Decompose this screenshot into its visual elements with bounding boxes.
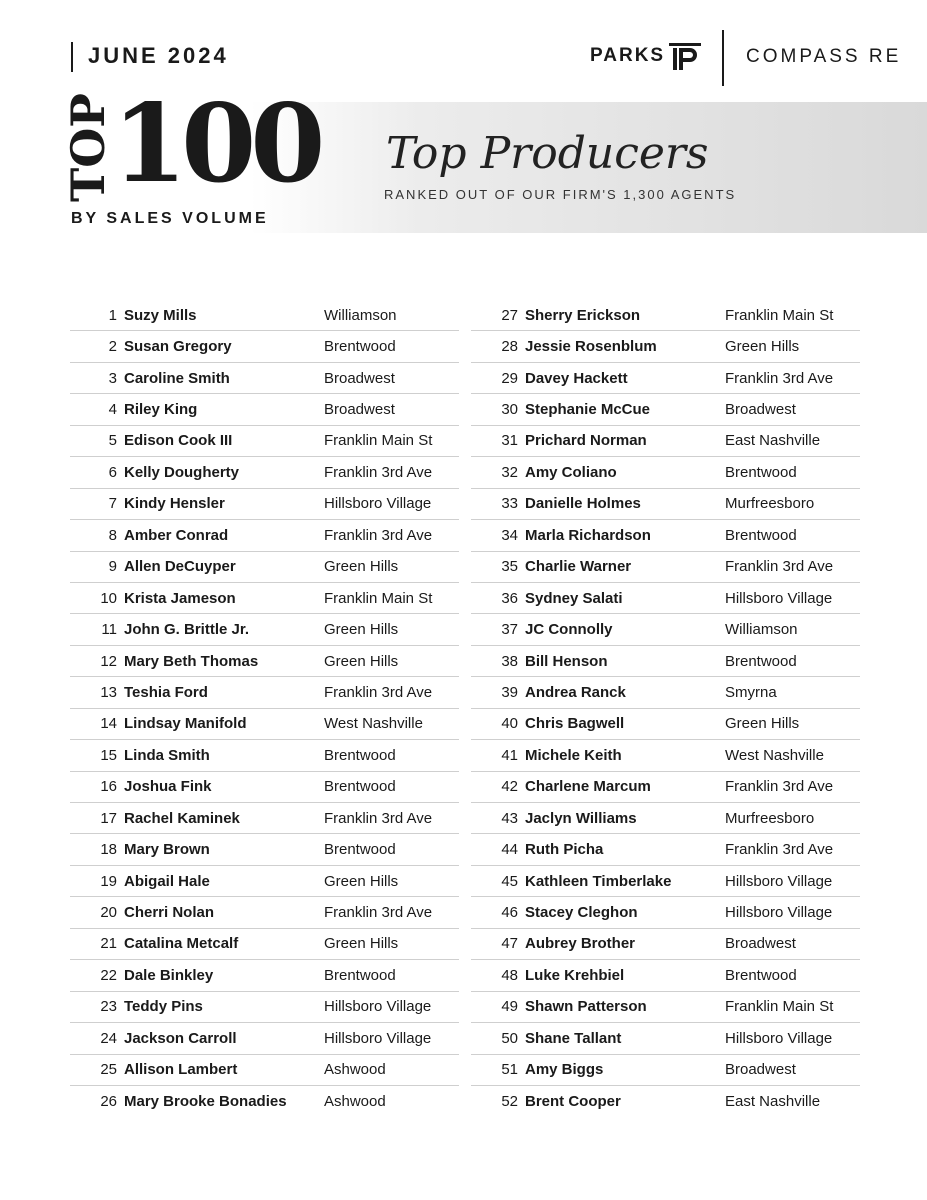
agent-name: John G. Brittle Jr. xyxy=(124,621,250,639)
ranking-row xyxy=(70,552,459,583)
office-name: Franklin 3rd Ave xyxy=(725,558,834,576)
ranking-row xyxy=(70,520,459,551)
rank-number: 26 xyxy=(100,1092,117,1110)
agent-name: Sydney Salati xyxy=(525,589,623,607)
office-name: Franklin Main St xyxy=(725,306,834,324)
rank-number: 44 xyxy=(501,841,518,859)
agent-name: Shawn Patterson xyxy=(525,998,647,1016)
ranking-row xyxy=(70,709,459,740)
agent-name: Prichard Norman xyxy=(525,432,647,450)
agent-name: Rachel Kaminek xyxy=(124,809,240,827)
agent-name: Allen DeCuyper xyxy=(124,558,236,576)
ranking-row xyxy=(70,740,459,771)
ranking-column-left xyxy=(70,300,459,1116)
ranking-row xyxy=(70,646,459,677)
ranking-row xyxy=(70,426,459,457)
agent-name: Chris Bagwell xyxy=(525,715,625,733)
ranking-row xyxy=(471,772,860,803)
rank-number: 47 xyxy=(501,935,518,953)
ranking-row xyxy=(70,929,459,960)
office-name: Green Hills xyxy=(324,558,399,576)
office-name: Franklin 3rd Ave xyxy=(324,526,433,544)
ranking-row xyxy=(70,803,459,834)
office-name: Broadwest xyxy=(324,369,395,387)
office-name: Green Hills xyxy=(324,621,399,639)
ranking-row xyxy=(471,646,860,677)
parks-logo-icon xyxy=(669,43,701,70)
ranking-row xyxy=(471,614,860,645)
office-name: Murfreesboro xyxy=(725,495,815,513)
ranking-row xyxy=(471,489,860,520)
office-name: West Nashville xyxy=(324,715,423,733)
agent-name: Riley King xyxy=(124,401,198,419)
ranking-row xyxy=(70,677,459,708)
office-name: Broadwest xyxy=(725,401,796,419)
office-name: Franklin Main St xyxy=(725,998,834,1016)
ranking-row xyxy=(471,520,860,551)
office-name: Broadwest xyxy=(725,935,796,953)
rank-number: 45 xyxy=(501,872,518,890)
agent-name: Charlene Marcum xyxy=(525,778,651,796)
ranking-row xyxy=(70,834,459,865)
office-name: West Nashville xyxy=(725,746,824,764)
office-name: Green Hills xyxy=(324,652,399,670)
office-name: Brentwood xyxy=(324,746,396,764)
ranking-column-right xyxy=(471,300,860,1116)
ranking-row xyxy=(471,897,860,928)
rank-number: 25 xyxy=(100,1061,117,1079)
rank-number: 13 xyxy=(100,683,117,701)
rank-number: 42 xyxy=(501,778,518,796)
office-name: Murfreesboro xyxy=(725,809,815,827)
rank-number: 27 xyxy=(501,306,518,324)
by-sales-volume-label: BY SALES VOLUME xyxy=(71,210,269,227)
agent-name: Allison Lambert xyxy=(124,1061,238,1079)
ranking-row xyxy=(70,960,459,991)
rank-number: 20 xyxy=(100,904,117,922)
ranking-row xyxy=(471,740,860,771)
agent-name: Luke Krehbiel xyxy=(525,966,625,984)
ranking-row xyxy=(471,583,860,614)
agent-name: Mary Beth Thomas xyxy=(124,652,259,670)
agent-name: Joshua Fink xyxy=(124,778,212,796)
rank-number: 14 xyxy=(100,715,117,733)
office-name: Franklin 3rd Ave xyxy=(324,463,433,481)
office-name: Williamson xyxy=(324,306,397,324)
office-name: Franklin Main St xyxy=(324,589,433,607)
ranking-row xyxy=(471,834,860,865)
office-name: Brentwood xyxy=(725,652,797,670)
rank-number: 12 xyxy=(100,652,117,670)
rank-number: 40 xyxy=(501,715,518,733)
rank-number: 49 xyxy=(501,998,518,1016)
ranking-row xyxy=(471,1086,860,1116)
office-name: Green Hills xyxy=(324,872,399,890)
ranking-row xyxy=(471,866,860,897)
rank-number: 22 xyxy=(100,966,117,984)
agent-name: Caroline Smith xyxy=(124,369,230,387)
ranking-row xyxy=(70,583,459,614)
ranking-row xyxy=(471,1055,860,1086)
agent-name: Aubrey Brother xyxy=(525,935,636,953)
header-rule xyxy=(71,42,73,72)
agent-name: Amy Biggs xyxy=(525,1061,604,1079)
office-name: Franklin 3rd Ave xyxy=(725,778,834,796)
rank-number: 37 xyxy=(501,621,518,639)
office-name: Franklin 3rd Ave xyxy=(725,369,834,387)
office-name: Green Hills xyxy=(725,715,800,733)
agent-name: Jaclyn Williams xyxy=(525,809,637,827)
rank-number: 3 xyxy=(108,369,117,387)
rank-number: 11 xyxy=(101,621,117,639)
rank-number: 32 xyxy=(501,463,518,481)
office-name: Brentwood xyxy=(324,338,396,356)
agent-name: Stephanie McCue xyxy=(525,401,651,419)
rank-number: 39 xyxy=(501,683,518,701)
compass-brand-name: COMPASS RE xyxy=(746,46,902,67)
ranking-row xyxy=(70,992,459,1023)
agent-name: Kathleen Timberlake xyxy=(525,872,672,890)
ranking-row xyxy=(70,457,459,488)
ranking-row xyxy=(70,300,459,331)
ranking-row xyxy=(70,489,459,520)
ranking-row xyxy=(70,897,459,928)
rank-number: 50 xyxy=(501,1029,518,1047)
ranking-row xyxy=(471,677,860,708)
agent-name: Kindy Hensler xyxy=(124,495,225,513)
rank-number: 18 xyxy=(100,841,117,859)
office-name: Hillsboro Village xyxy=(725,589,833,607)
rank-number: 15 xyxy=(100,746,117,764)
rank-number: 43 xyxy=(501,809,518,827)
svg-text:TOP: TOP xyxy=(61,93,115,202)
office-name: Brentwood xyxy=(725,463,797,481)
agent-name: Charlie Warner xyxy=(525,558,632,576)
ranking-row xyxy=(471,1023,860,1054)
rank-number: 51 xyxy=(501,1061,518,1079)
office-name: Hillsboro Village xyxy=(725,904,833,922)
agent-name: Michele Keith xyxy=(525,746,622,764)
rank-number: 38 xyxy=(501,652,518,670)
rank-number: 16 xyxy=(100,778,117,796)
ranking-row xyxy=(471,394,860,425)
office-name: Brentwood xyxy=(324,966,396,984)
ranking-row xyxy=(70,1055,459,1086)
agent-name: Catalina Metcalf xyxy=(124,935,239,953)
rank-number: 5 xyxy=(108,432,117,450)
rank-number: 31 xyxy=(501,432,518,450)
rank-number: 28 xyxy=(501,338,518,356)
agent-name: Sherry Erickson xyxy=(525,306,641,324)
rank-number: 30 xyxy=(501,401,518,419)
agent-name: Jessie Rosenblum xyxy=(525,338,657,356)
ranking-row xyxy=(471,363,860,394)
agent-name: Danielle Holmes xyxy=(525,495,641,513)
ranking-row xyxy=(471,960,860,991)
ranking-row xyxy=(471,457,860,488)
office-name: East Nashville xyxy=(725,1092,821,1110)
rank-number: 10 xyxy=(100,589,117,607)
agent-name: Edison Cook III xyxy=(124,432,233,450)
ranking-row xyxy=(70,1023,459,1054)
rank-number: 35 xyxy=(501,558,518,576)
agent-name: Teddy Pins xyxy=(124,998,203,1016)
rank-number: 34 xyxy=(501,526,518,544)
ranking-row xyxy=(471,426,860,457)
rank-number: 52 xyxy=(501,1092,518,1110)
ranking-row xyxy=(471,992,860,1023)
office-name: Hillsboro Village xyxy=(324,1029,432,1047)
rank-number: 46 xyxy=(501,904,518,922)
rank-number: 19 xyxy=(100,872,117,890)
office-name: Brentwood xyxy=(725,966,797,984)
ranking-row xyxy=(471,709,860,740)
agent-name: Linda Smith xyxy=(124,746,210,764)
agent-name: Ruth Picha xyxy=(525,841,604,859)
rank-number: 23 xyxy=(100,998,117,1016)
agent-name: Amy Coliano xyxy=(525,463,617,481)
office-name: Hillsboro Village xyxy=(324,495,432,513)
agent-name: Bill Henson xyxy=(525,652,608,670)
office-name: Williamson xyxy=(725,621,798,639)
rank-number: 48 xyxy=(501,966,518,984)
ranking-row xyxy=(471,552,860,583)
agent-name: Stacey Cleghon xyxy=(525,904,638,922)
office-name: Broadwest xyxy=(725,1061,796,1079)
agent-name: Brent Cooper xyxy=(525,1092,621,1110)
rank-number: 36 xyxy=(501,589,518,607)
office-name: Ashwood xyxy=(324,1061,386,1079)
parks-brand-name: PARKS xyxy=(590,45,666,66)
rank-number: 33 xyxy=(501,495,518,513)
agent-name: Dale Binkley xyxy=(124,966,214,984)
brand-divider xyxy=(722,30,724,86)
office-name: Brentwood xyxy=(324,841,396,859)
agent-name: Jackson Carroll xyxy=(124,1029,237,1047)
ranking-row xyxy=(70,363,459,394)
office-name: Brentwood xyxy=(725,526,797,544)
office-name: Ashwood xyxy=(324,1092,386,1110)
agent-name: Lindsay Manifold xyxy=(124,715,247,733)
agent-name: Andrea Ranck xyxy=(525,683,626,701)
rank-number: 6 xyxy=(108,463,117,481)
rank-number: 9 xyxy=(108,558,117,576)
rank-number: 4 xyxy=(108,401,117,419)
office-name: Franklin 3rd Ave xyxy=(324,683,433,701)
ranking-row xyxy=(70,772,459,803)
agent-name: Teshia Ford xyxy=(124,683,208,701)
rank-number: 7 xyxy=(108,495,117,513)
rank-number: 17 xyxy=(100,809,117,827)
report-month: JUNE 2024 xyxy=(88,43,229,68)
office-name: Smyrna xyxy=(725,683,777,701)
agent-name: JC Connolly xyxy=(525,621,613,639)
office-name: Franklin 3rd Ave xyxy=(725,841,834,859)
office-name: Brentwood xyxy=(324,778,396,796)
rank-number: 2 xyxy=(108,338,117,356)
rank-number: 29 xyxy=(501,369,518,387)
office-name: Franklin 3rd Ave xyxy=(324,809,433,827)
rank-number: 8 xyxy=(108,526,117,544)
top-vertical-label xyxy=(61,93,115,202)
agent-name: Amber Conrad xyxy=(124,526,229,544)
agent-name: Cherri Nolan xyxy=(124,904,215,922)
ranking-row xyxy=(471,929,860,960)
agent-name: Susan Gregory xyxy=(124,338,232,356)
ranking-row xyxy=(471,803,860,834)
agent-name: Davey Hackett xyxy=(525,369,628,387)
ranking-row xyxy=(471,300,860,331)
ranking-row xyxy=(70,614,459,645)
ranking-row xyxy=(471,331,860,362)
office-name: Green Hills xyxy=(725,338,800,356)
agent-name: Abigail Hale xyxy=(124,872,210,890)
office-name: Franklin 3rd Ave xyxy=(324,904,433,922)
agent-name: Kelly Dougherty xyxy=(124,463,240,481)
agent-name: Krista Jameson xyxy=(124,589,236,607)
ranking-row xyxy=(70,394,459,425)
page-subtitle: RANKED OUT OF OUR FIRM'S 1,300 AGENTS xyxy=(384,187,737,202)
rank-number: 24 xyxy=(100,1029,117,1047)
office-name: East Nashville xyxy=(725,432,821,450)
ranking-row xyxy=(70,866,459,897)
rank-number: 21 xyxy=(100,935,117,953)
office-name: Broadwest xyxy=(324,401,395,419)
rank-number: 1 xyxy=(108,306,117,324)
office-name: Franklin Main St xyxy=(324,432,433,450)
ranking-row xyxy=(70,331,459,362)
ranking-row xyxy=(70,1086,459,1116)
office-name: Hillsboro Village xyxy=(725,1029,833,1047)
office-name: Green Hills xyxy=(324,935,399,953)
agent-name: Mary Brown xyxy=(124,841,210,859)
office-name: Hillsboro Village xyxy=(725,872,833,890)
rank-number: 41 xyxy=(501,746,518,764)
office-name: Hillsboro Village xyxy=(324,998,432,1016)
agent-name: Suzy Mills xyxy=(124,306,197,324)
agent-name: Mary Brooke Bonadies xyxy=(124,1092,287,1110)
page-title: Top Producers xyxy=(386,128,709,179)
agent-name: Marla Richardson xyxy=(525,526,651,544)
top-100-number: 100 xyxy=(112,81,320,207)
agent-name: Shane Tallant xyxy=(525,1029,622,1047)
